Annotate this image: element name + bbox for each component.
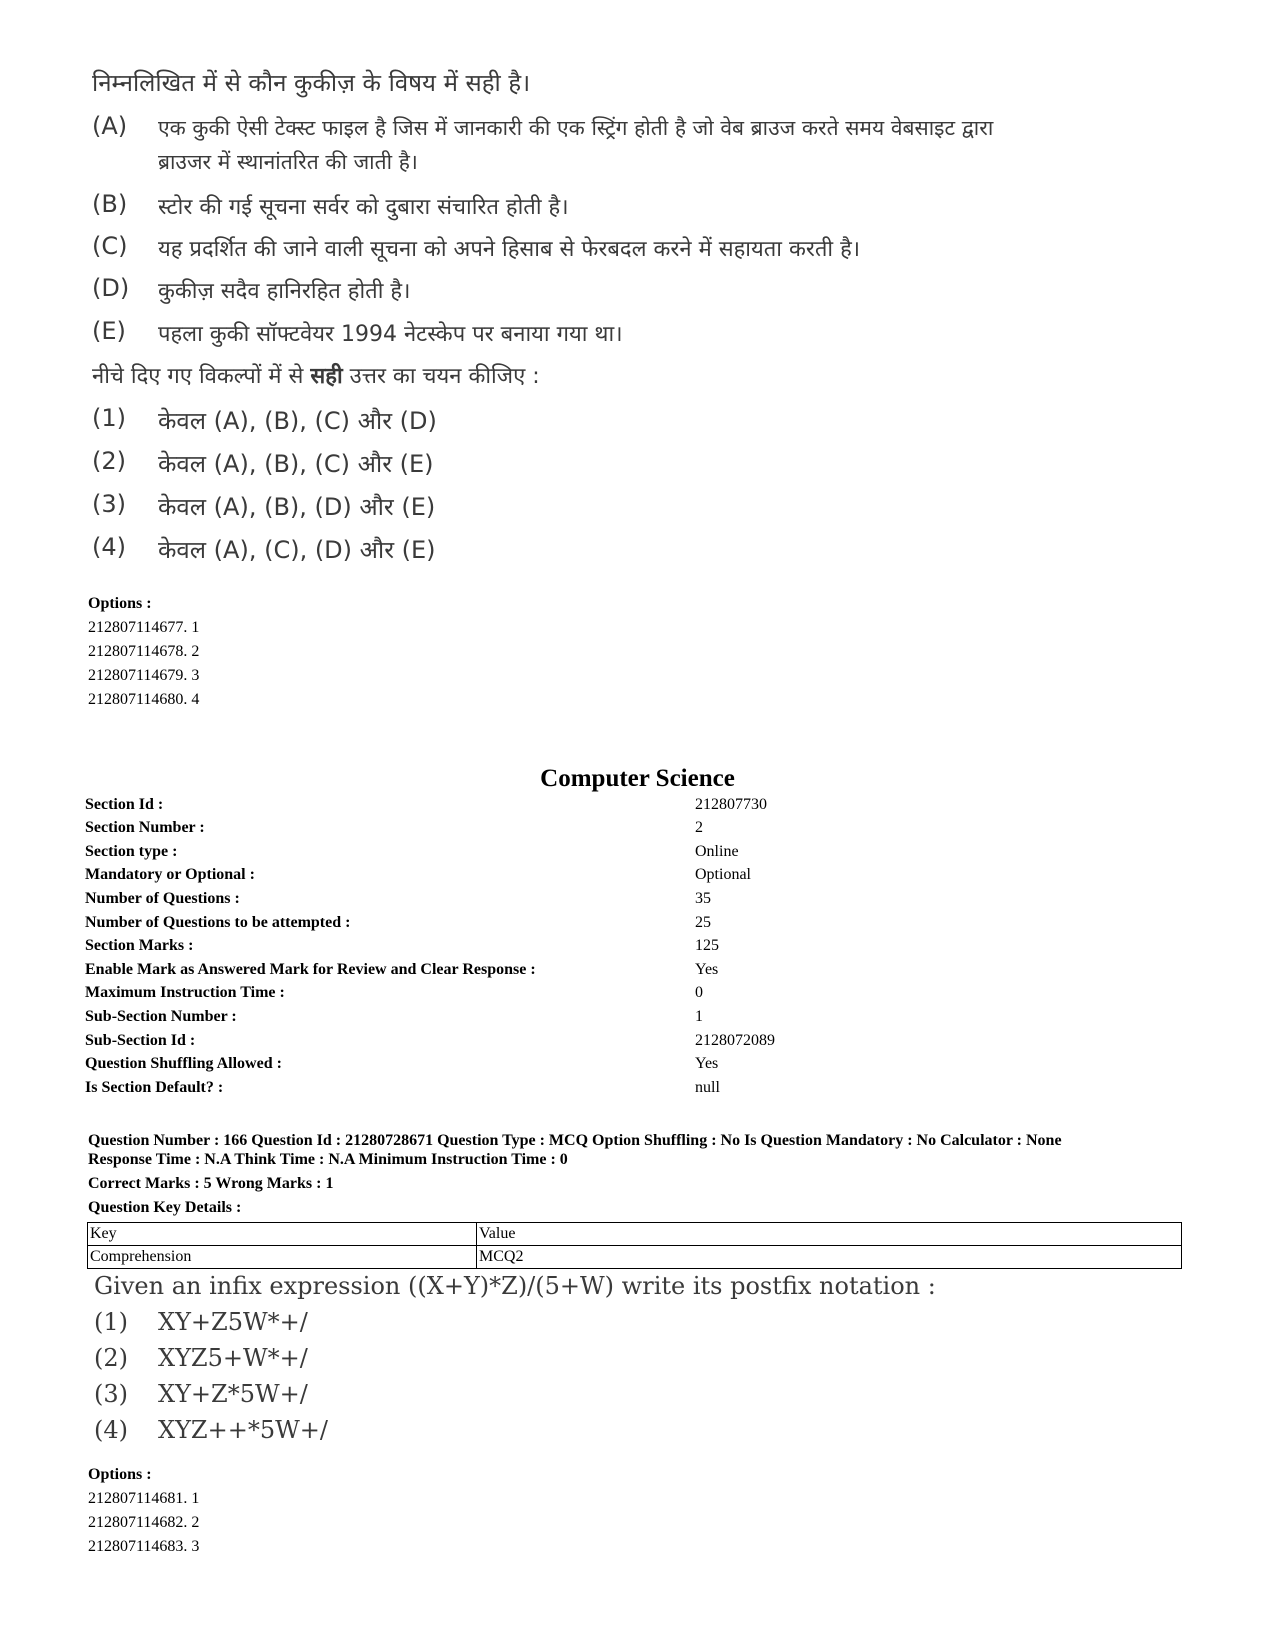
section-detail-key: Number of Questions to be attempted :	[85, 914, 351, 931]
section-detail-key: Section type :	[85, 843, 178, 860]
section-detail-value: 25	[695, 914, 711, 931]
question-marks: Correct Marks : 5 Wrong Marks : 1	[88, 1175, 334, 1192]
instruction-text-end: उत्तर का चयन कीजिए :	[342, 364, 540, 389]
section-detail-value: Yes	[695, 961, 719, 978]
section-detail-value: 212807730	[695, 796, 767, 813]
statement-text-continued: ब्राउजर में स्थानांतरित की जाती है।	[158, 150, 418, 174]
choice-label: (1)	[92, 404, 126, 432]
section-detail-value: 2128072089	[695, 1032, 775, 1049]
question-key-details-table	[87, 1222, 1182, 1269]
statement-text: स्टोर की गई सूचना सर्वर को दुबारा संचारित होती है।	[158, 195, 569, 220]
option-id: 212807114680. 4	[88, 691, 200, 708]
section-detail-value: Yes	[695, 1055, 719, 1072]
choice-text: केवल (A), (C), (D) और (E)	[158, 536, 436, 564]
choice-2	[94, 1344, 594, 1376]
statement-e	[92, 317, 1172, 351]
table-cell-key: Comprehension	[88, 1246, 477, 1269]
choice-4	[94, 1416, 594, 1448]
choice-text: XYZ5+W*+/	[158, 1344, 308, 1372]
statement-text: एक कुकी ऐसी टेक्स्ट फाइल है जिस में जानकारी की एक स्ट्रिंग होती है जो वेब ब्राउज करते समय वेबसाइट द्वारा	[158, 116, 994, 140]
statement-text: कुकीज़ सदैव हानिरहित होती है।	[158, 279, 411, 304]
section-detail-value: 125	[695, 937, 719, 954]
section-detail-key: Section Id :	[85, 796, 164, 813]
section-detail-key: Number of Questions :	[85, 890, 240, 907]
choice-label: (3)	[92, 490, 126, 518]
section-title: Computer Science	[540, 765, 735, 792]
section-detail-key: Section Marks :	[85, 937, 194, 954]
choice-3	[92, 490, 692, 524]
statement-label: (D)	[92, 274, 130, 302]
section-detail-key: Sub-Section Number :	[85, 1008, 237, 1025]
statement-label: (C)	[92, 232, 128, 260]
choice-3	[94, 1380, 594, 1412]
choice-text: केवल (A), (B), (D) और (E)	[158, 493, 436, 521]
question-2-image	[94, 1272, 994, 1462]
choice-label: (4)	[92, 533, 126, 561]
section-detail-value: 35	[695, 890, 711, 907]
table-header-row	[88, 1223, 1182, 1246]
section-detail-value: 1	[695, 1008, 703, 1025]
question-1-stem: निम्नलिखित में से कौन कुकीज़ के विषय में सही है।	[92, 69, 531, 97]
option-id: 212807114681. 1	[88, 1490, 200, 1507]
table-row	[88, 1246, 1182, 1269]
option-id: 212807114679. 3	[88, 667, 200, 684]
section-detail-value: 2	[695, 819, 703, 836]
table-header-value: Value	[477, 1223, 1182, 1246]
section-detail-key: Enable Mark as Answered Mark for Review and Clear Response :	[85, 961, 536, 978]
choice-label: (2)	[94, 1344, 128, 1372]
section-detail-key: Section Number :	[85, 819, 205, 836]
section-detail-key: Mandatory or Optional :	[85, 866, 255, 883]
section-detail-key: Is Section Default? :	[85, 1079, 224, 1096]
question-key-details-heading: Question Key Details :	[88, 1199, 242, 1216]
choice-text: XY+Z*5W+/	[158, 1380, 308, 1408]
statement-label: (A)	[92, 112, 128, 140]
instruction-text: नीचे दिए गए विकल्पों में से	[92, 364, 311, 389]
option-id: 212807114678. 2	[88, 643, 200, 660]
statement-text: पहला कुकी सॉफ्टवेयर 1994 नेटस्केप पर बनाया गया था।	[158, 322, 623, 347]
choice-label: (4)	[94, 1416, 128, 1444]
option-id: 212807114682. 2	[88, 1514, 200, 1531]
question-header-timing: Response Time : N.A Think Time : N.A Minimum Instruction Time : 0	[88, 1151, 568, 1168]
table-cell-value: MCQ2	[477, 1246, 1182, 1269]
table-header-key: Key	[88, 1223, 477, 1246]
choice-1	[94, 1308, 594, 1340]
section-detail-value: null	[695, 1079, 720, 1096]
question-header: Question Number : 166 Question Id : 21280728671 Question Type : MCQ Option Shuffling : No Is Question Mandatory : No Calculator : None	[88, 1132, 1062, 1149]
section-detail-value: 0	[695, 984, 703, 1001]
choice-text: केवल (A), (B), (C) और (E)	[158, 450, 434, 478]
choice-label: (1)	[94, 1308, 128, 1336]
question-1-image	[92, 62, 1172, 572]
statement-c	[92, 232, 1172, 266]
section-detail-value: Optional	[695, 866, 751, 883]
statement-label: (B)	[92, 190, 128, 218]
section-detail-value: Online	[695, 843, 739, 860]
choice-4	[92, 533, 692, 567]
choice-text: XYZ++*5W+/	[158, 1416, 328, 1444]
options-heading: Options :	[88, 595, 152, 612]
statement-text: यह प्रदर्शित की जाने वाली सूचना को अपने हिसाब से फेरबदल करने में सहायता करती है।	[158, 237, 861, 262]
choice-text: XY+Z5W*+/	[158, 1308, 308, 1336]
option-id: 212807114677. 1	[88, 619, 200, 636]
statement-d	[92, 274, 1172, 308]
question-2-stem: Given an infix expression ((X+Y)*Z)/(5+W) write its postfix notation :	[94, 1272, 936, 1300]
choice-label: (3)	[94, 1380, 128, 1408]
choice-1	[92, 404, 692, 438]
choice-label: (2)	[92, 447, 126, 475]
instruction-emphasis: सही	[310, 364, 343, 389]
statement-label: (E)	[92, 317, 126, 345]
statement-a	[92, 112, 1172, 182]
section-detail-key: Sub-Section Id :	[85, 1032, 196, 1049]
question-1-instruction	[92, 360, 540, 390]
option-id: 212807114683. 3	[88, 1538, 200, 1555]
section-detail-key: Maximum Instruction Time :	[85, 984, 285, 1001]
statement-b	[92, 190, 1172, 224]
choice-2	[92, 447, 692, 481]
options-heading: Options :	[88, 1466, 152, 1483]
section-detail-key: Question Shuffling Allowed :	[85, 1055, 282, 1072]
choice-text: केवल (A), (B), (C) और (D)	[158, 407, 437, 435]
